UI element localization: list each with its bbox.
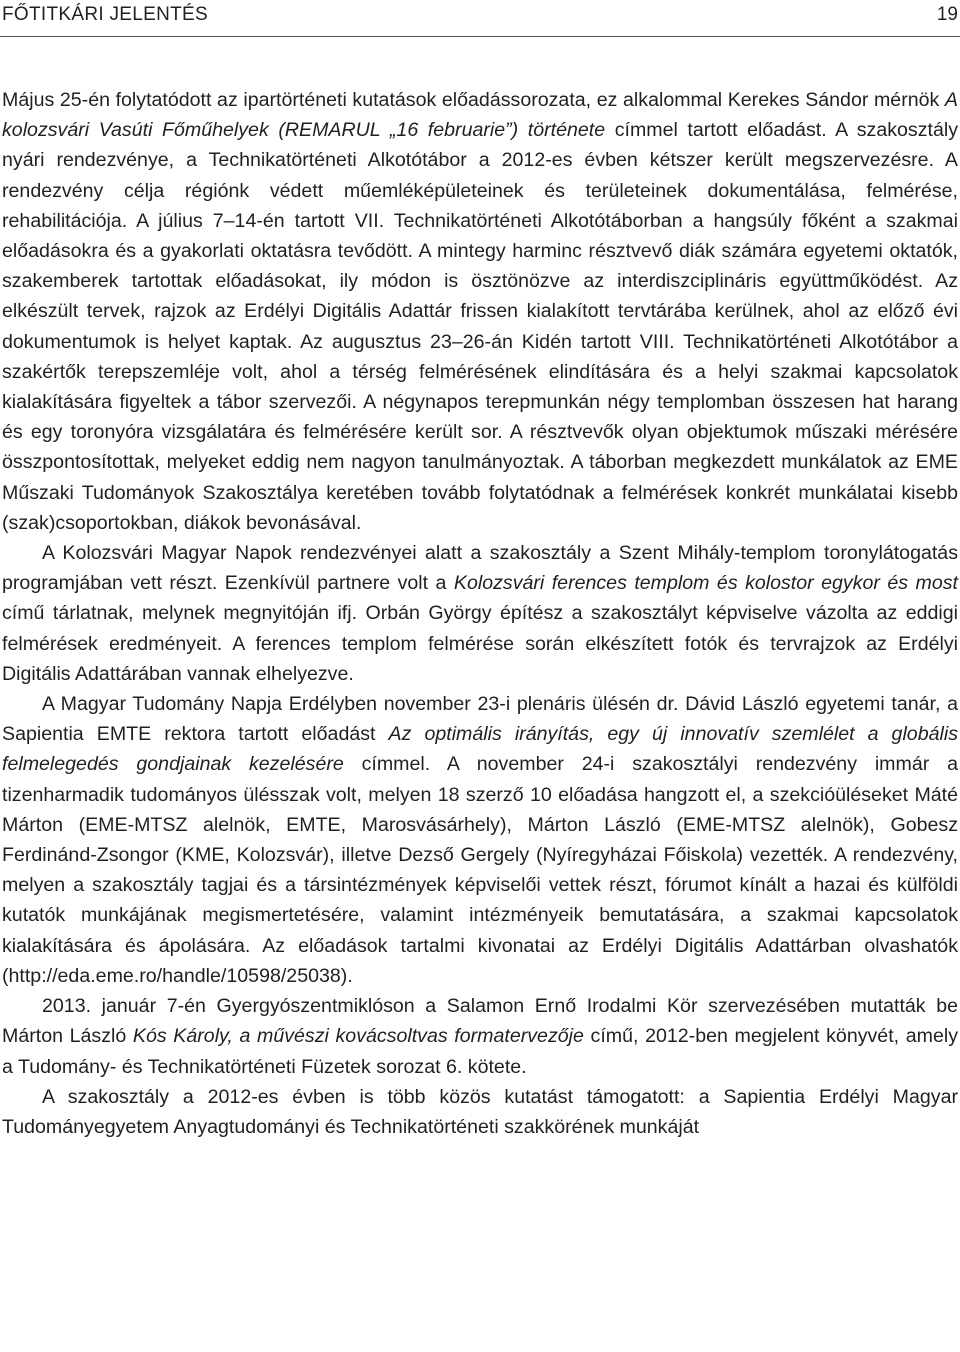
paragraph-2-text-cont: című tárlatnak, melynek megnyitóján ifj. Orbán György építész a szakosztályt képviselve vázolta az eddigi felmérések eredményeit. A ferences templom felmérése során elkészített fotók és tervrajzok az Erdélyi Digitális Adattárában vannak elhelyezve. (2, 602, 958, 685)
running-header (0, 0, 960, 37)
paragraph-2-text: A Kolozsvári Magyar Napok rendezvényei alatt a szakosztály a Szent Mihály-templom toronylátogatás programjában vett részt. Ezenkívül partnere volt a (2, 542, 958, 595)
paragraph-1-text: Május 25-én folytatódott az ipartörténeti kutatások előadássorozata, ez alkalommal Kerekes Sándor mérnök (2, 89, 945, 111)
paragraph-1-text-cont: címmel tartott előadást. A szakosztály nyári rendezvénye, a Technikatörténeti Alkotótábor a 2012-es évben kétszer került megszervezésre. A rendezvény célja régiónk védett műemléképületeinek és területeinek dokumentálása, felmérése, rehabilitációja. A július 7–14-én tartott VII. Technikatörténeti Alkotótáborban a hangsúly főként a szakmai előadásokra és a gyakorlati oktatásra tevődött. A mintegy harminc résztvevő diák számára egyetemi oktatók, szakemberek tartottak előadásokat, ily módon is ösztönözve az interdiszciplináris együttműködést. Az elkészült tervek, rajzok az Erdélyi Digitális Adattár frissen kialakított tervtárába kerülnek, ahol az előző évi dokumentumok is helyet kaptak. Az augusztus 23–26-án Kidén tartott VIII. Technikatörténeti Alkotótábor a szakértők terepszemléje volt, ahol a térség felmérésének elindítására és a helyi szakmai kapcsolatok kialakítására figyeltek a tábor szervezői. A négynapos terepmunkán négy templomban összesen hat harang és egy toronyóra vizsgálatára és felmérésére került sor. A résztvevők olyan objektumok műszaki mérésére összpontosítottak, melyeket eddig nem nagyon tanulmányoztak. A táborban megkezdett munkálatok az EME Műszaki Tudományok Szakosztálya keretében tovább folytatódnak a felmérések konkrét munkálatai kisebb (szak)csoportokban, diákok bevonásával. (2, 119, 958, 534)
paragraph-4 (2, 991, 958, 1082)
paragraph-3-text-cont: címmel. A november 24-i szakosztályi rendezvény immár a tizenharmadik tudományos ülésszak volt, melyen 18 szerző 10 előadása hangzott el, a szekcióüléseket Máté Márton (EME-MTSZ alelnök, EMTE, Marosvásárhely), Márton László (EME-MTSZ alelnök), Gobesz Ferdinánd-Zsongor (KME, Kolozsvár), illetve Dezső Gergely (Nyíregyházai Főiskola) vezették. A rendezvény, melyen a szakosztály tagjai és a társintézmények képviselői vettek részt, fórumot kínált a hazai és külföldi kutatók munkájának megismertetésére, valamint intézményeik bemutatására, a szakmai kapcsolatok kialakítására és ápolására. Az előadások tartalmi kivonatai az Erdélyi Digitális Adattárban olvashatók (http://eda.eme.ro/handle/10598/25038). (2, 753, 958, 987)
paragraph-3 (2, 689, 958, 991)
paragraph-2 (2, 538, 958, 689)
paragraph-5 (2, 1082, 958, 1142)
body-text (2, 85, 958, 1142)
paragraph-4-text: 2013. január 7-én Gyergyószentmiklóson a Salamon Ernő Irodalmi Kör szervezésében mutatták be Márton László (2, 995, 958, 1048)
running-title: FŐTITKÁRI JELENTÉS (2, 4, 208, 25)
paragraph-4-text-cont: című, 2012-ben megjelent könyvét, amely a Tudomány- és Technikatörténeti Füzetek sorozat 6. kötete. (2, 1025, 958, 1078)
paragraph-3-text: A Magyar Tudomány Napja Erdélyben november 23-i plenáris ülésén dr. Dávid László egyetemi tanár, a Sapientia EMTE rektora tartott előadást (2, 693, 958, 746)
page-number: 19 (936, 4, 958, 25)
paragraph-1 (2, 85, 958, 538)
book-title: Kós Károly, a művészi kovácsoltvas formatervezője (132, 1025, 584, 1048)
exhibition-title: Kolozsvári ferences templom és kolostor egykor és most (453, 572, 958, 595)
lecture-title: A kolozsvári Vasúti Főműhelyek (REMARUL „16 februarie”) története (2, 89, 958, 142)
paragraph-5-text: A szakosztály a 2012-es évben is több közös kutatást támogatott: a Sapientia Erdélyi Magyar Tudományegyetem Anyagtudományi és Technikatörténeti szakkörének munkáját (2, 1085, 958, 1138)
plenary-lecture-title: Az optimális irányítás, egy új innovatív szemlélet a globális felmelegedés gondjainak kezelésére (2, 723, 958, 776)
